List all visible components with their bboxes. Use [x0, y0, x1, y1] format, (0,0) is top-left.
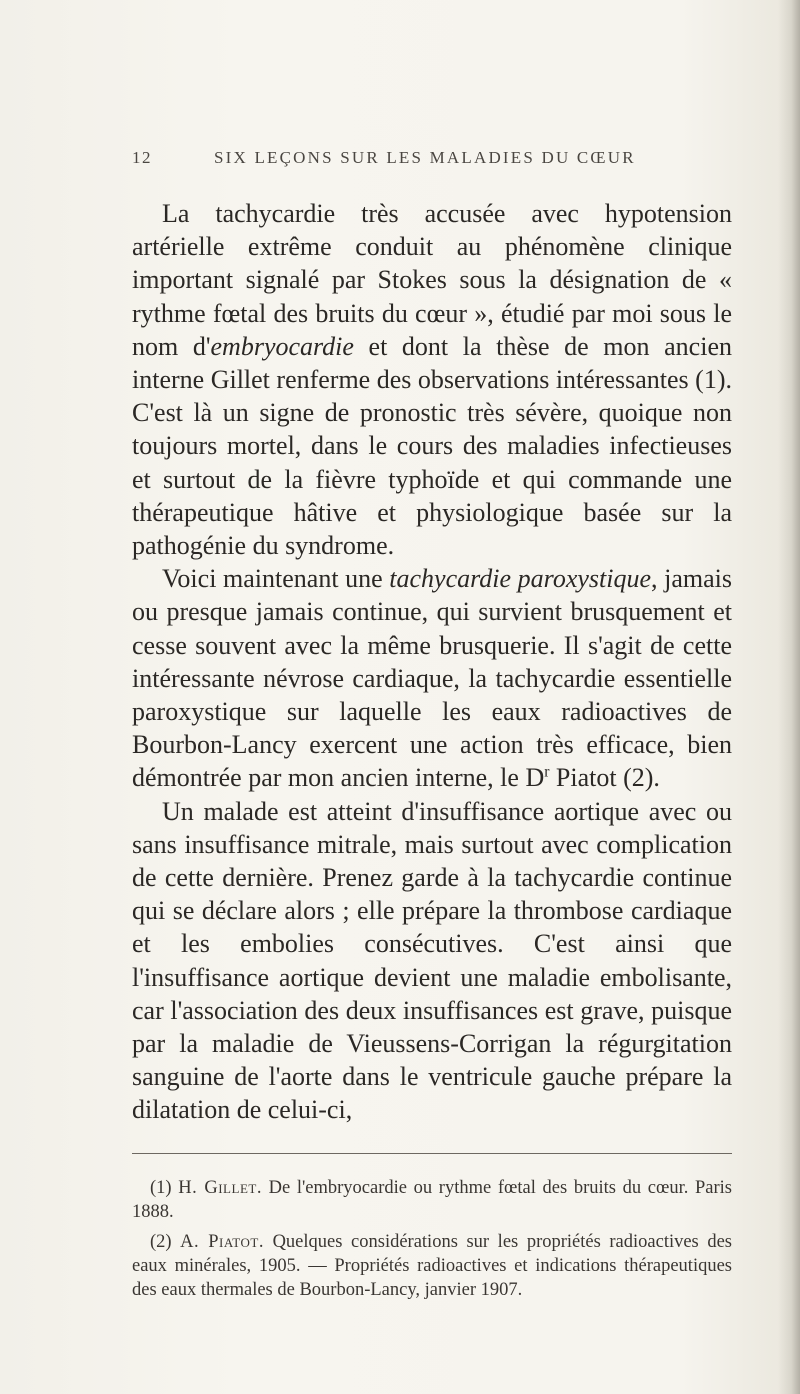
page-header: [132, 148, 732, 172]
running-title: SIX LEÇONS SUR LES MALADIES DU CŒUR: [214, 148, 636, 167]
paragraph-text: Un malade est atteint d'insuffisance aortique avec ou sans insuffisance mitrale, mais surtout avec complication de cette dernière. Prenez garde à la tachycardie continue qui se déclare alors ; elle prépare la thrombose cardiaque et les embolies consécutives. C'est ainsi que l'insuffisance aortique devient une maladie embolisante, car l'association des deux insuffisances est grave, puisque par la maladie de Vieussens-Corrigan la régurgitation sanguine de l'aorte dans le ventricule gauche prépare la dilatation de celui-ci,: [132, 796, 732, 1125]
paragraph-embryocardie: [132, 197, 732, 562]
footnotes: [132, 1176, 732, 1308]
paragraph-text: La tachycardie très accusée avec hypotension artérielle extrême conduit au phénomène clinique important signalé par Stokes sous la désignation de « rythme fœtal des bruits du cœur », étudié par moi sous le nom d': [132, 199, 732, 361]
paragraph-tachycardie-paroxystique: [132, 562, 732, 794]
footnote-rule: [132, 1153, 732, 1154]
italic-term: tachycardie paroxystique: [389, 564, 652, 594]
paragraph-text: , jamais ou presque jamais continue, qui survient brusquement et cesse souvent avec la même brusquerie. Il s'agit de cette intéressante névrose cardiaque, la tachycardie essentielle paroxystique sur laquelle les eaux radioactives de Bourbon-Lancy exercent une action très efficace, bien démontrée par mon ancien interne, le D: [132, 564, 732, 793]
superscript: r: [544, 763, 550, 781]
footnote-text: De l'embryocardie ou rythme fœtal des bruits du cœur. Paris 1888.: [132, 1178, 732, 1222]
scan-shadow-edge: [778, 0, 800, 1394]
footnote-marker: (1): [150, 1178, 172, 1198]
footnote-1: [132, 1176, 732, 1224]
footnote-author: H. Gillet.: [178, 1178, 262, 1198]
paragraph-text: et dont la thèse de mon ancien interne Gillet renferme des observations intéressantes (1). C'est là un signe de pronostic très sévère, quoique non toujours mortel, dans le cours des maladies infectieuses et surtout de la fièvre typhoïde et qui commande une thérapeutique hâtive et physiologique basée sur la pathogénie du syndrome.: [132, 331, 732, 561]
paragraph-text: Piatot (2).: [549, 763, 660, 793]
page-number: 12: [132, 148, 152, 167]
footnote-text: Quelques considérations sur les propriétés radioactives des eaux minérales, 1905. — Propriétés radioactives et indications thérapeutiques des eaux thermales de Bourbon-Lancy, janvier 1907.: [132, 1232, 733, 1300]
main-text: [132, 197, 732, 1127]
italic-term: embryocardie: [210, 331, 354, 361]
footnote-2: [132, 1230, 732, 1302]
footnote-author: A. Piatot.: [180, 1232, 264, 1252]
paragraph-text: Voici maintenant une: [162, 564, 390, 594]
paragraph-insuffisance-aortique: [132, 795, 732, 1127]
footnote-marker: (2): [150, 1232, 172, 1252]
